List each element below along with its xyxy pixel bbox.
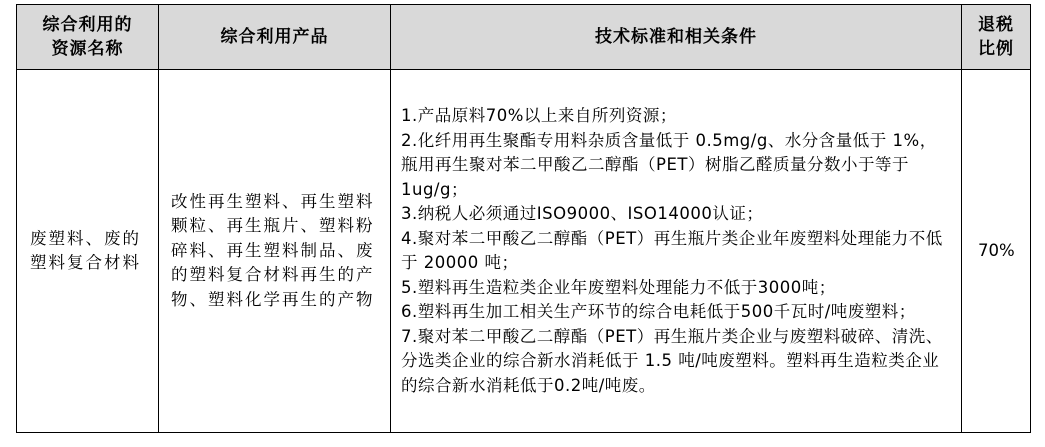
requirement-item: 3.纳税人必须通过ISO9000、ISO14000认证；	[401, 204, 764, 223]
tax-refund-table	[16, 4, 1031, 433]
header-product: 综合利用产品	[159, 5, 391, 70]
header-resource-name	[17, 5, 159, 70]
header-ratio	[962, 5, 1031, 70]
header-ratio-line-1: 退税	[978, 15, 1014, 35]
header-resource-line-2: 资源名称	[51, 39, 124, 59]
cell-ratio: 70%	[962, 70, 1031, 433]
cell-product: 改性再生塑料、再生塑料颗粒、再生瓶片、塑料粉碎料、再生塑料制品、废的塑料复合材料再生的产物、塑料化学再生的产物	[159, 70, 391, 433]
header-ratio-line-2: 比例	[978, 39, 1014, 59]
requirement-item: 2.化纤用再生聚酯专用料杂质含量低于 0.5mg/g、水分含量低于 1%，瓶用再生聚对苯二甲酸乙二醇酯（PET）树脂乙醛质量分数小于等于1ug/g；	[401, 130, 937, 199]
header-resource-line-1: 综合利用的	[42, 15, 133, 35]
requirement-item: 6.塑料再生加工相关生产环节的综合电耗低于500千瓦时/吨废塑料；	[401, 302, 916, 321]
requirement-item: 1.产品原料70%以上来自所列资源；	[401, 106, 677, 125]
table-row	[17, 70, 1031, 433]
cell-resource: 废塑料、废的塑料复合材料	[17, 70, 159, 433]
table-body	[17, 70, 1031, 433]
header-standard: 技术标准和相关条件	[391, 5, 962, 70]
table-header	[17, 5, 1031, 70]
requirement-item: 4.聚对苯二甲酸乙二醇酯（PET）再生瓶片类企业年废塑料处理能力不低于 20000 吨；	[401, 228, 943, 272]
requirement-item: 7.聚对苯二甲酸乙二醇酯（PET）再生瓶片类企业与废塑料破碎、清洗、分选类企业的综合新水消耗低于 1.5 吨/吨废塑料。塑料再生造粒类企业的综合新水消耗低于0.2吨/吨废。	[401, 326, 943, 395]
cell-requirements	[391, 70, 962, 433]
header-row	[17, 5, 1031, 70]
requirement-item: 5.塑料再生造粒类企业年废塑料处理能力不低于3000吨；	[401, 277, 836, 297]
